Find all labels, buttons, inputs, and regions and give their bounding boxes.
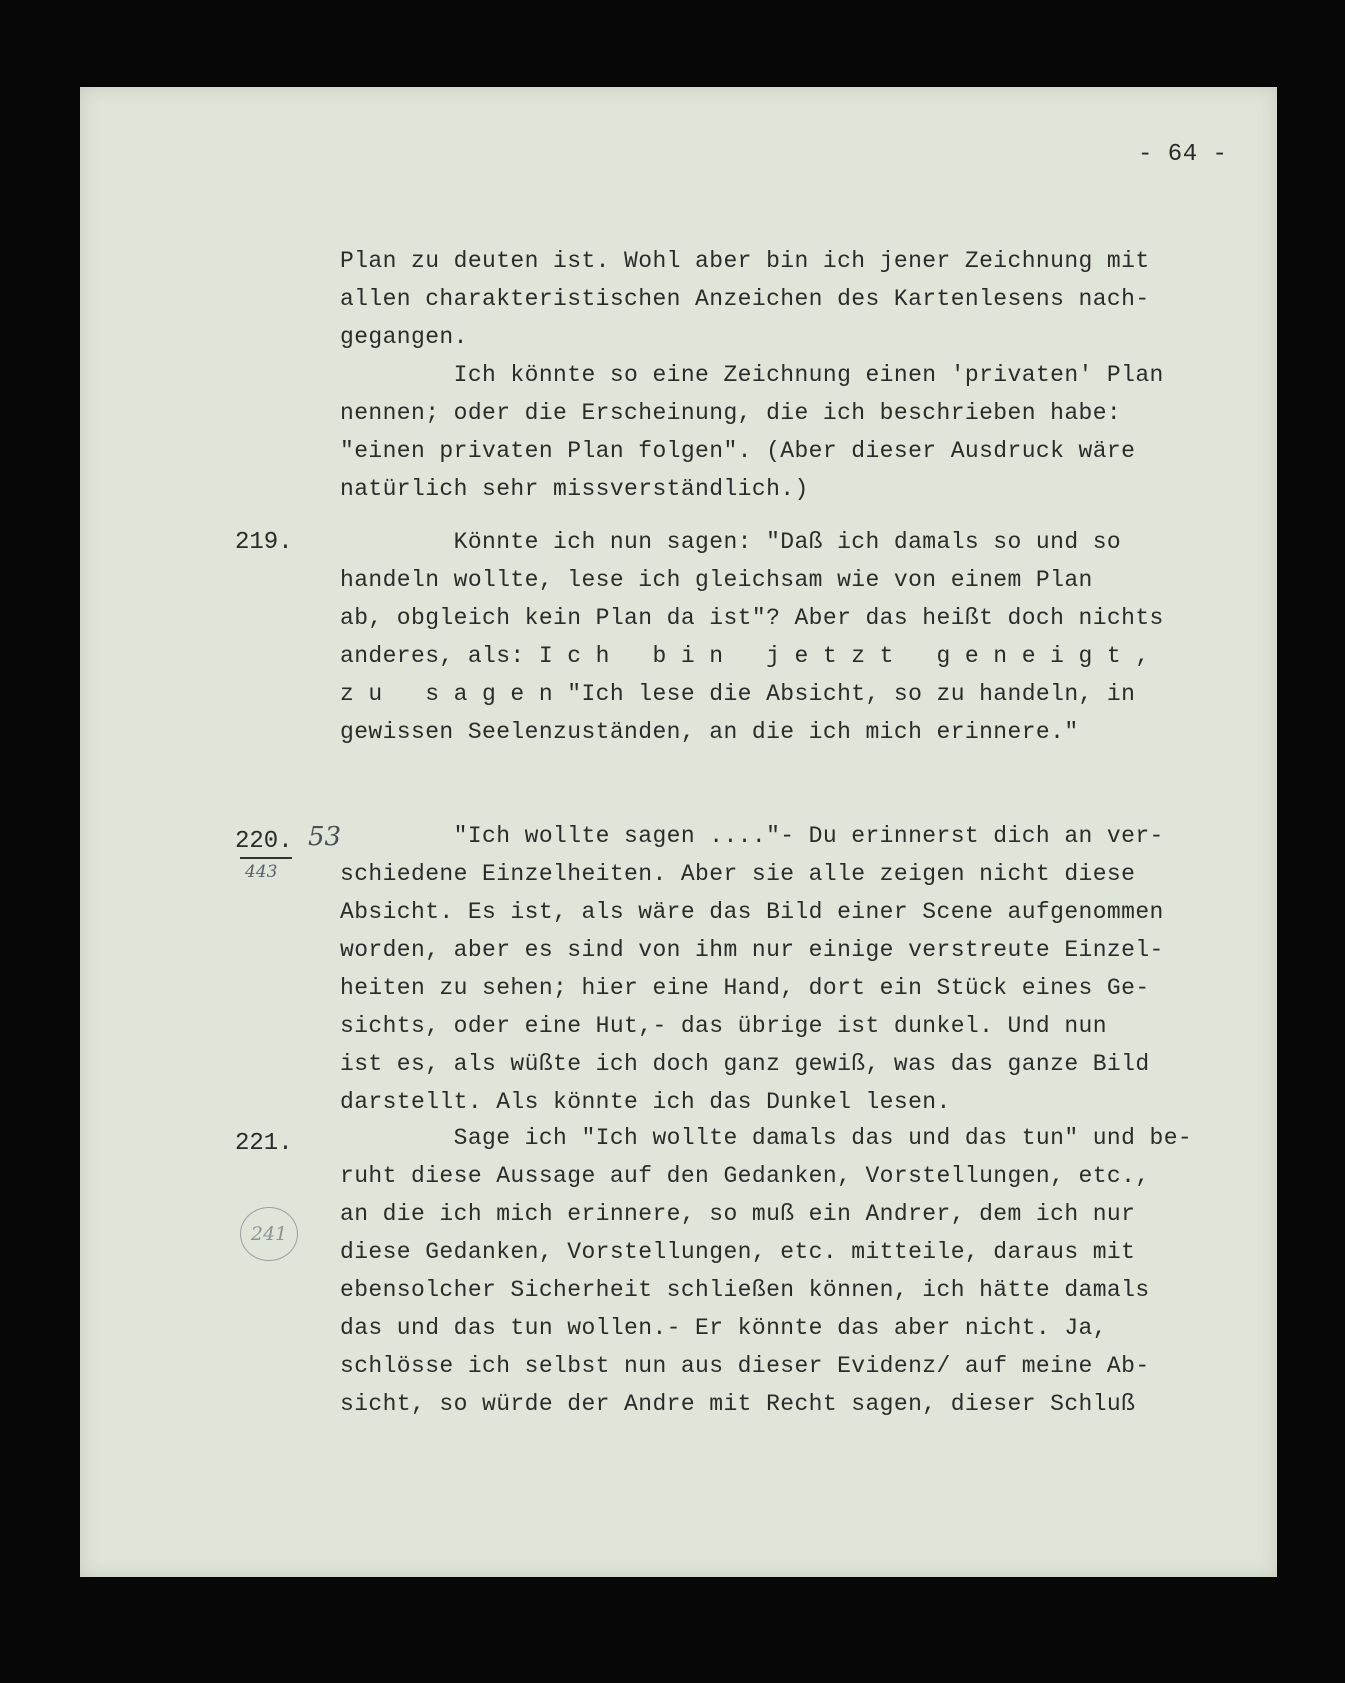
paragraph-number-220: 220. (235, 828, 293, 855)
handwritten-note-443: 443 (245, 862, 278, 882)
text-line: schlösse ich selbst nun aus dieser Evidenz/ auf meine Ab- (340, 1353, 1150, 1379)
text-line: ab, obgleich kein Plan da ist"? Aber das heißt doch nichts (340, 605, 1164, 631)
text-line: Ich könnte so eine Zeichnung einen 'privaten' Plan (340, 362, 1164, 388)
paragraph-continuation (340, 242, 1220, 508)
text-line: "einen privaten Plan folgen". (Aber dieser Ausdruck wäre (340, 438, 1136, 464)
paragraph-219 (340, 523, 1220, 751)
text-line: an die ich mich erinnere, so muß ein Andrer, dem ich nur (340, 1201, 1136, 1227)
text-line: ebensolcher Sicherheit schließen können, ich hätte damals (340, 1277, 1150, 1303)
text-line: handeln wollte, lese ich gleichsam wie von einem Plan (340, 567, 1093, 593)
circled-handwritten-241: 241 (240, 1207, 298, 1261)
text-line: nennen; oder die Erscheinung, die ich beschrieben habe: (340, 400, 1122, 426)
text-line: diese Gedanken, Vorstellungen, etc. mitteile, daraus mit (340, 1239, 1136, 1265)
handwritten-note-53: 53 (308, 822, 342, 852)
text-line: sichts, oder eine Hut,- das übrige ist dunkel. Und nun (340, 1013, 1107, 1039)
text-line: anderes, als: I c h b i n j e t z t g e n e i g t , (340, 643, 1150, 669)
text-line: schiedene Einzelheiten. Aber sie alle zeigen nicht diese (340, 861, 1136, 887)
text-line: "Ich wollte sagen ...."- Du erinnerst dich an ver- (340, 823, 1164, 849)
text-line: Sage ich "Ich wollte damals das und das tun" und be- (340, 1125, 1193, 1151)
text-line: Absicht. Es ist, als wäre das Bild einer Scene aufgenommen (340, 899, 1164, 925)
paragraph-221 (340, 1119, 1220, 1423)
paragraph-220 (340, 817, 1220, 1121)
text-line: das und das tun wollen.- Er könnte das aber nicht. Ja, (340, 1315, 1107, 1341)
text-line: allen charakteristischen Anzeichen des Kartenlesens nach- (340, 286, 1150, 312)
paragraph-number-221: 221. (235, 1130, 293, 1157)
text-line: ist es, als wüßte ich doch ganz gewiß, was das ganze Bild (340, 1051, 1150, 1077)
text-line: darstellt. Als könnte ich das Dunkel lesen. (340, 1089, 951, 1115)
text-line: gewissen Seelenzuständen, an die ich mich erinnere." (340, 719, 1079, 745)
text-line: Plan zu deuten ist. Wohl aber bin ich jener Zeichnung mit (340, 248, 1150, 274)
text-line: gegangen. (340, 324, 468, 350)
text-line: ruht diese Aussage auf den Gedanken, Vorstellungen, etc., (340, 1163, 1150, 1189)
text-line: sicht, so würde der Andre mit Recht sagen, dieser Schluß (340, 1391, 1136, 1417)
number-underline (240, 857, 292, 859)
text-line: worden, aber es sind von ihm nur einige verstreute Einzel- (340, 937, 1164, 963)
document-page (80, 87, 1277, 1577)
page-number: - 64 - (1138, 141, 1228, 168)
paragraph-number-219: 219. (235, 529, 293, 556)
text-line: Könnte ich nun sagen: "Daß ich damals so und so (340, 529, 1122, 555)
text-line: heiten zu sehen; hier eine Hand, dort ein Stück eines Ge- (340, 975, 1150, 1001)
text-line: natürlich sehr missverständlich.) (340, 476, 809, 502)
text-line: z u s a g e n "Ich lese die Absicht, so zu handeln, in (340, 681, 1136, 707)
